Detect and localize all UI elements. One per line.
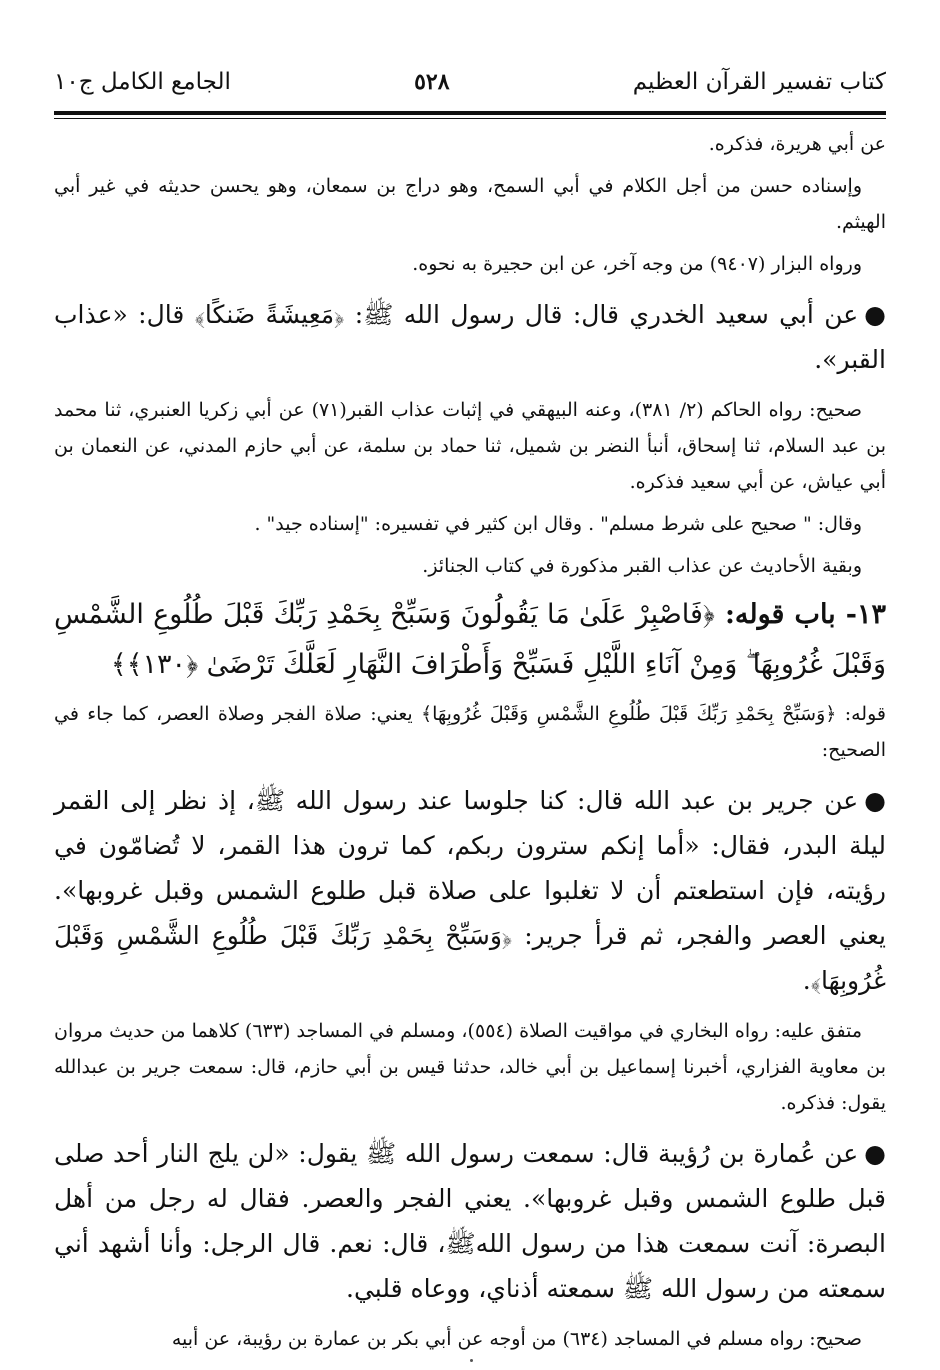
text-continuation: عن أبي هريرة، فذكره.	[708, 133, 886, 155]
bullet-icon: ●	[864, 1139, 886, 1168]
header-rule-thick	[54, 111, 886, 115]
cross-reference-note: وبقية الأحاديث عن عذاب القبر مذكورة في كتاب الجنائز.	[422, 555, 862, 577]
hadith-text: عن عُمارة بن رُؤيبة قال: سمعت رسول الله ﷺ يقول: «لن يلج النار أحد صلى قبل طلوع الشمس وقبل غروبها». يعني الفجر والعصر. فقال له رجل من أهل البصرة: آنت سمعت هذا من رسول اللهﷺ، قال: نعم. قال الرجل: وأنا أشهد أني سمعته من رسول الله ﷺ سمعته أذناي، ووعاه قلبي.	[54, 1139, 886, 1303]
chapter-ayah: ﴿فَاصْبِرْ عَلَىٰ مَا يَقُولُونَ وَسَبِّحْ بِحَمْدِ رَبِّكَ قَبْلَ طُلُوعِ الشَّمْسِ وَقَبْلَ غُرُوبِهَا ۖ وَمِنْ آنَاءِ اللَّيْلِ فَسَبِّحْ وَأَطْرَافَ النَّهَارِ لَعَلَّكَ تَرْضَىٰ ﴿١٣٠﴾﴾	[54, 599, 886, 680]
narration-note: ورواه البزار (٩٤٠٧) من وجه آخر، عن ابن حجيرة به نحوه.	[412, 253, 862, 275]
hadith-abu-said	[54, 292, 886, 382]
volume-title: الجامع الكامل ج١٠	[54, 69, 231, 95]
running-header	[54, 62, 886, 102]
page-body	[54, 126, 886, 1357]
hadith-umara	[54, 1131, 886, 1311]
isnad-comment: وإسناده حسن من أجل الكلام في أبي السمح، وهو دراج بن سمعان، وهو يحسن حديثه في غير أبي الهيثم.	[54, 175, 886, 233]
hadith-text: عن أبي سعيد الخدري قال: قال رسول الله ﷺ: ﴿مَعِيشَةً ضَنكًا﴾ قال: «عذاب القبر».	[54, 300, 886, 374]
bullet-icon: ●	[864, 300, 886, 329]
header-rule-thin	[54, 118, 886, 119]
chapter-heading	[54, 590, 886, 690]
chapter-label: ١٣- باب قوله:	[724, 599, 886, 630]
commentary-text: قوله: ﴿وَسَبِّحْ بِحَمْدِ رَبِّكَ قَبْلَ طُلُوعِ الشَّمْسِ وَقَبْلَ غُرُوبِهَا﴾ يعني: صلاة الفجر وصلاة العصر، كما جاء في الصحيح:	[54, 703, 886, 761]
hadith-jarir	[54, 778, 886, 1003]
takhrij-note: متفق عليه: رواه البخاري في مواقيت الصلاة (٥٥٤)، ومسلم في المساجد (٦٣٣) كلاهما من حديث مروان بن معاوية الفزاري، أخبرنا إسماعيل بن أبي خالد، حدثنا قيس بن أبي حازم، قال: سمعت جرير بن عبدالله يقول: فذكره.	[54, 1020, 886, 1114]
hadith-text: عن جرير بن عبد الله قال: كنا جلوسا عند رسول الله ﷺ، إذ نظر إلى القمر ليلة البدر، فقال: «أما إنكم سترون ربكم، كما ترون هذا القمر، لا تُضامّون في رؤيته، فإن استطعتم أن لا تغلبوا على صلاة قبل طلوع الشمس وقبل غروبها». يعني العصر والفجر، ثم قرأ جرير: ﴿وَسَبِّحْ بِحَمْدِ رَبِّكَ قَبْلَ طُلُوعِ الشَّمْسِ وَقَبْلَ غُرُوبِهَا﴾.	[54, 786, 886, 995]
takhrij-note: صحيح: رواه مسلم في المساجد (٦٣٤) من أوجه عن أبي بكر بن عمارة بن رؤيبة، عن أبيه	[171, 1328, 862, 1350]
takhrij-note: صحيح: رواه الحاكم (٢/ ٣٨١)، وعنه البيهقي في إثبات عذاب القبر(٧١) عن أبي زكريا العنبري، ثنا محمد بن عبد السلام، ثنا إسحاق، أنبأ النضر بن شميل، ثنا حماد بن سلمة، عن أبي حازم المدني، عن النعمان بن أبي عياش، عن أبي سعيد فذكره.	[54, 399, 886, 493]
footer-dot	[470, 1359, 473, 1362]
bullet-icon: ●	[864, 786, 886, 815]
book-title: كتاب تفسير القرآن العظيم	[632, 69, 886, 95]
page-number: ٥٢٨	[414, 69, 450, 95]
grading-note: وقال: " صحيح على شرط مسلم" . وقال ابن كثير في تفسيره: "إسناده جيد" .	[254, 513, 862, 535]
